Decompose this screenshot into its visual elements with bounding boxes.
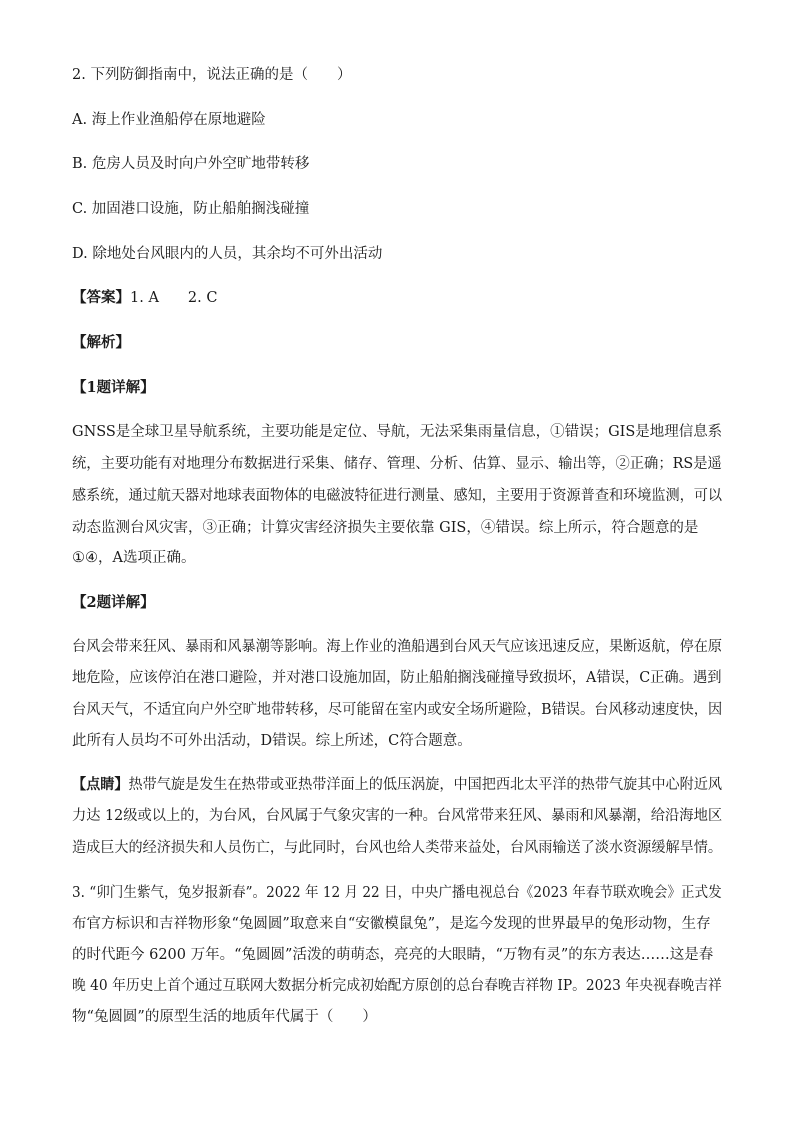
question-2-stem: 2. 下列防御指南中，说法正确的是（ ） (72, 67, 352, 83)
answer-line (72, 288, 722, 308)
answer-label: 【答案】 (72, 289, 130, 306)
question-3-line: 物“兔圆圆”的原型生活的地质年代属于（ ） (72, 1009, 377, 1025)
detail-2-heading: 【2题详解】 (72, 594, 155, 611)
detail-1-line: 动态监测台风灾害，③正确；计算灾害经济损失主要依靠 GIS，④错误。综上所示，符合题意的是 (72, 520, 699, 536)
detail-1-line: 感系统，通过航天器对地球表面物体的电磁波特征进行测量、感知，主要用于资源普查和环境监测，可以 (72, 488, 722, 504)
answer-text: 1. A 2. C (130, 290, 218, 306)
detail-2-line: 地危险，应该停泊在港口避险，并对港口设施加固，防止船舶搁浅碰撞导致损坏，A错误，C正确。遇到 (72, 670, 722, 686)
option-b: B. 危房人员及时向户外空旷地带转移 (72, 156, 310, 172)
tip-line: 力达 12级或以上的，为台风，台风属于气象灾害的一种。台风常带来狂风、暴雨和风暴潮，给沿海地区 (72, 808, 723, 824)
detail-1-heading: 【1题详解】 (72, 379, 155, 396)
option-d: D. 除地处台风眼内的人员，其余均不可外出活动 (72, 246, 383, 262)
question-3-line: 晚 40 年历史上首个通过互联网大数据分析完成初始配方原创的总台春晚吉祥物 IP。2023 年央视春晚吉祥 (72, 978, 722, 994)
analysis-label: 【解析】 (72, 334, 130, 351)
tip-line: 造成巨大的经济损失和人员伤亡，与此同时，台风也给人类带来益处，台风雨输送了淡水资源缓解旱情。 (72, 840, 722, 856)
option-a: A. 海上作业渔船停在原地避险 (72, 112, 266, 128)
detail-2-line: 台风会带来狂风、暴雨和风暴潮等影响。海上作业的渔船遇到台风天气应该迅速反应，果断返航，停在原 (72, 639, 722, 655)
detail-1-line: 统，主要功能有对地理分布数据进行采集、储存、管理、分析、估算、显示、输出等，②正确；RS是遥 (72, 456, 722, 472)
option-c: C. 加固港口设施，防止船舶搁浅碰撞 (72, 201, 310, 217)
question-3-line: 的时代距今 6200 万年。“兔圆圆”活泼的萌萌态，亮亮的大眼睛，“万物有灵”的东方表达……这是春 (72, 947, 714, 963)
question-3-line: 布官方标识和吉祥物形象“兔圆圆”取意来自“安徽模鼠兔”，是迄今发现的世界最早的兔形动物，生存 (72, 916, 711, 932)
detail-1-line: ①④，A选项正确。 (72, 550, 196, 566)
tip-line: 热带气旋是发生在热带或亚热带洋面上的低压涡旋，中国把西北太平洋的热带气旋其中心附近风 (128, 777, 722, 793)
detail-2-line: 台风天气，不适宜向户外空旷地带转移，尽可能留在室内或安全场所避险，B错误。台风移动速度快，因 (72, 702, 723, 718)
detail-1-line: GNSS是全球卫星导航系统，主要功能是定位、导航，无法采集雨量信息，①错误；GIS是地理信息系 (72, 424, 723, 440)
tip-first-line (72, 775, 722, 795)
detail-2-line: 此所有人员均不可外出活动，D错误。综上所述，C符合题意。 (72, 733, 472, 749)
tip-label: 【点睛】 (72, 776, 129, 793)
question-3-line: 3. “卯门生紫气，兔岁报新春”。2022 年 12 月 22 日，中央广播电视总台《2023 年春节联欢晚会》正式发 (72, 885, 722, 901)
